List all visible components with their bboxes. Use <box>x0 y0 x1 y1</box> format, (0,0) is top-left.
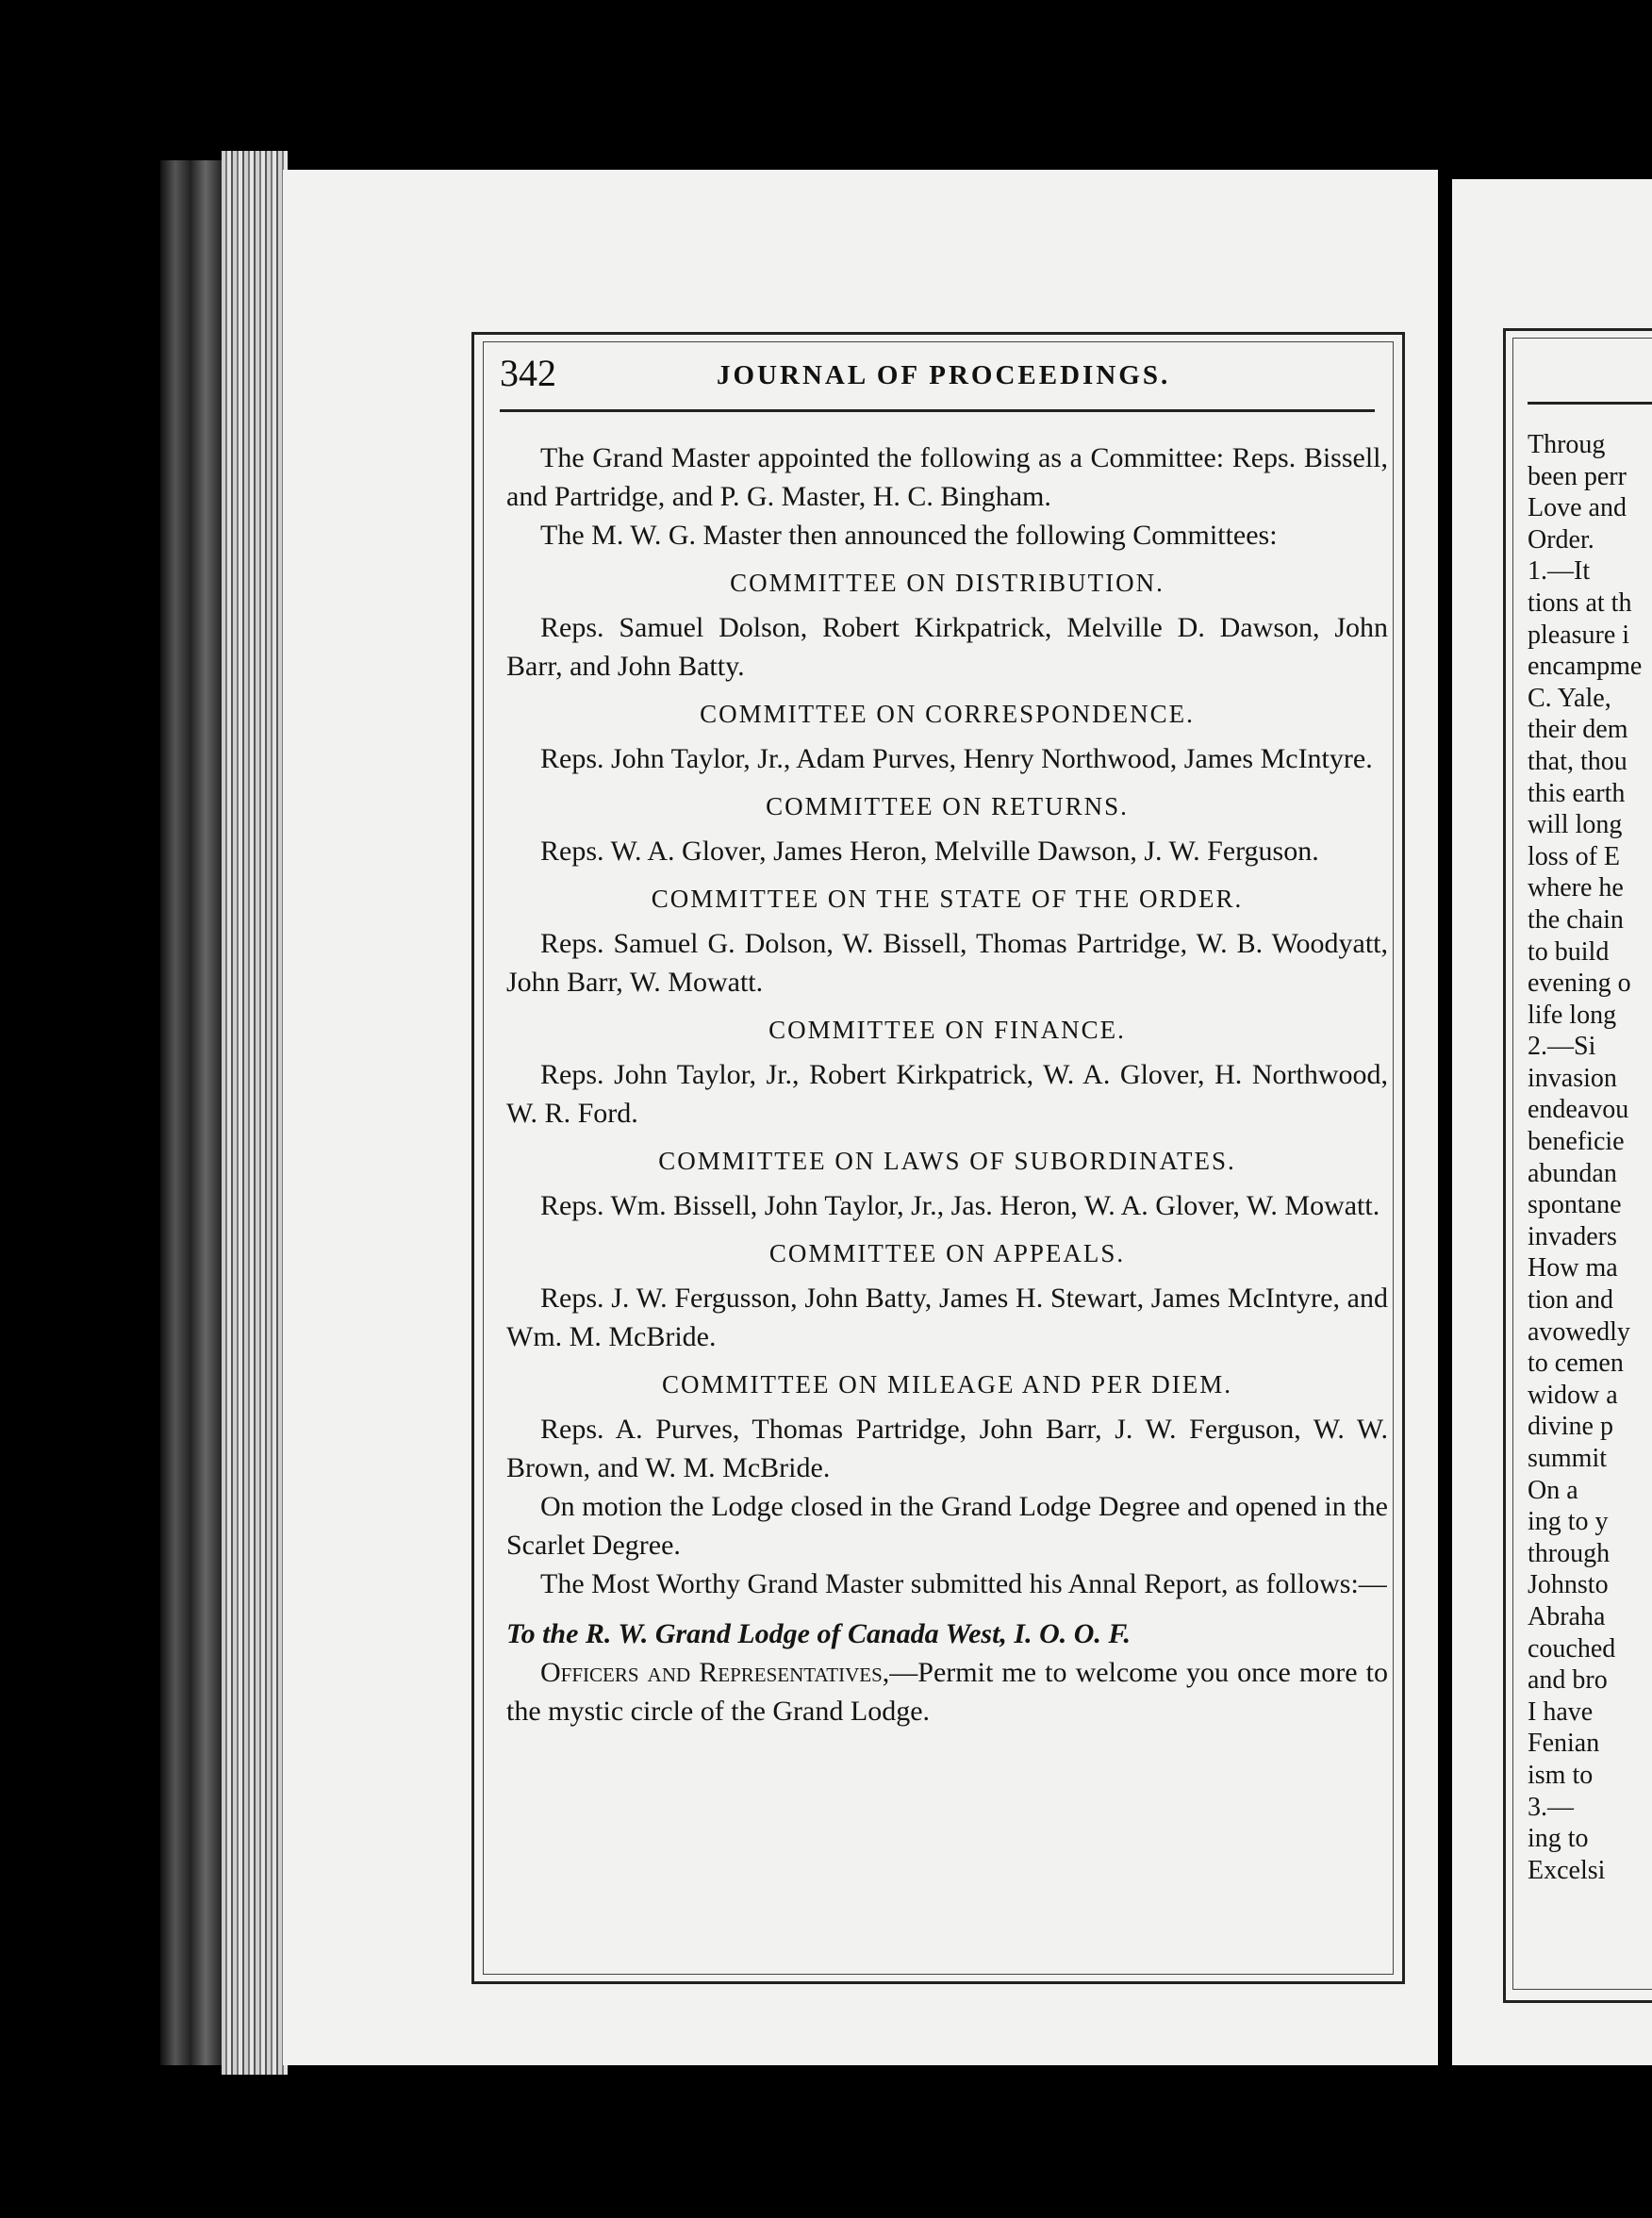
right-page-line: Love and <box>1528 493 1627 523</box>
right-page-line: Abraha <box>1528 1601 1606 1631</box>
right-page-line: avowedly <box>1528 1316 1630 1347</box>
address-text: —Permit me to welcome you once more to the mystic circle of the Grand Lodge. <box>506 1657 1388 1727</box>
right-page-line: loss of E <box>1528 841 1620 871</box>
right-page-line: widow a <box>1528 1380 1618 1410</box>
page-body <box>506 439 1388 1730</box>
page-stack <box>222 151 288 2075</box>
right-page-line: that, thou <box>1528 746 1627 776</box>
right-page-line: the chain <box>1528 904 1624 935</box>
committee-heading: COMMITTEE ON APPEALS. <box>768 1239 1126 1267</box>
right-header-rule <box>1528 402 1652 405</box>
committee-members: Reps. W. A. Glover, James Heron, Melville Dawson, J. W. Ferguson. <box>540 836 1319 867</box>
right-page-line: Excelsi <box>1528 1855 1606 1885</box>
right-page-line: evening o <box>1528 968 1631 999</box>
committee-heading: COMMITTEE ON THE STATE OF THE ORDER. <box>651 885 1244 913</box>
page-header <box>500 351 1377 407</box>
right-page-line: spontane <box>1528 1190 1622 1220</box>
right-page-line: Fenian <box>1528 1729 1600 1759</box>
right-page-line: tion and <box>1528 1285 1613 1316</box>
committee-members: Reps. John Taylor, Jr., Adam Purves, Henry Northwood, James McIntyre. <box>540 743 1373 774</box>
right-page-line: Order. <box>1528 524 1594 554</box>
right-page-line: summit <box>1528 1444 1608 1473</box>
committee-heading: COMMITTEE ON FINANCE. <box>768 1016 1126 1044</box>
header-rule <box>500 409 1375 412</box>
committee-members: Reps. Samuel G. Dolson, W. Bissell, Thomas Partridge, W. B. Woodyatt, John Barr, W. Mowatt. <box>506 928 1388 998</box>
right-page-line: will long <box>1528 810 1623 840</box>
right-page-line: How ma <box>1528 1253 1618 1283</box>
committee-members: Reps. Samuel Dolson, Robert Kirkpatrick, Melville D. Dawson, John Barr, and John Batty. <box>506 612 1388 682</box>
intro-paragraph: The Grand Master appointed the following as a Committee: Reps. Bissell, and Partridge, and P. G. Master, H. C. Bingham. <box>506 442 1388 512</box>
committee-heading: COMMITTEE ON CORRESPONDENCE. <box>700 700 1195 728</box>
right-page-line: to cemen <box>1528 1349 1624 1379</box>
right-page-line: On a <box>1528 1475 1578 1505</box>
gutter <box>1438 179 1452 2065</box>
page-number: 342 <box>500 352 556 394</box>
committee-members: Reps. Wm. Bissell, John Taylor, Jr., Jas. Heron, W. A. Glover, W. Mowatt. <box>540 1190 1380 1221</box>
salutation: To the R. W. Grand Lodge of Canada West, I. O. O. F. <box>506 1618 1132 1649</box>
right-page-line: tions at th <box>1528 588 1632 618</box>
right-page-line: 1.—It <box>1528 556 1591 587</box>
right-page-line: life long <box>1528 1000 1617 1030</box>
report-intro-paragraph: The Most Worthy Grand Master submitted his Annal Report, as follows:— <box>540 1568 1387 1599</box>
right-page-line: I have <box>1528 1697 1594 1727</box>
right-page-line: and bro <box>1528 1665 1608 1696</box>
right-page-line: abundan <box>1528 1158 1617 1188</box>
committee-heading: COMMITTEE ON MILEAGE AND PER DIEM. <box>662 1370 1232 1399</box>
motion-paragraph: On motion the Lodge closed in the Grand Lodge Degree and opened in the Scarlet Degree. <box>506 1491 1388 1561</box>
running-head: JOURNAL OF PROCEEDINGS. <box>717 360 1171 390</box>
address-lead: Officers and Representatives, <box>540 1657 890 1688</box>
right-page-line: pleasure i <box>1528 620 1630 650</box>
right-page-line: ism to <box>1528 1760 1594 1790</box>
right-page <box>1452 179 1652 2065</box>
right-page-line: couched <box>1528 1633 1616 1664</box>
right-page-line: been perr <box>1528 461 1627 491</box>
right-page-line: invasion <box>1528 1063 1617 1093</box>
right-page-line: endeavou <box>1528 1095 1629 1125</box>
right-page-line: divine p <box>1528 1412 1613 1442</box>
right-page-line: Throug <box>1528 430 1606 459</box>
right-page-text <box>1528 429 1652 1886</box>
right-page-line: their dem <box>1528 715 1628 745</box>
right-page-line: to build <box>1528 936 1610 967</box>
right-page-line: encampme <box>1528 652 1643 682</box>
announce-paragraph: The M. W. G. Master then announced the following Committees: <box>540 520 1278 551</box>
right-page-line: where he <box>1528 873 1624 903</box>
right-page-line: C. Yale, <box>1528 683 1611 713</box>
committee-heading: COMMITTEE ON LAWS OF SUBORDINATES. <box>658 1147 1236 1175</box>
committee-members: Reps. John Taylor, Jr., Robert Kirkpatrick, W. A. Glover, H. Northwood, W. R. Ford. <box>506 1059 1388 1129</box>
committee-members: Reps. J. W. Fergusson, John Batty, James H. Stewart, James McIntyre, and Wm. M. McBride. <box>506 1283 1388 1352</box>
right-page-line: beneficie <box>1528 1127 1625 1157</box>
committee-members: Reps. A. Purves, Thomas Partridge, John Barr, J. W. Ferguson, W. W. Brown, and W. M. McBride. <box>506 1414 1388 1483</box>
committee-heading: COMMITTEE ON DISTRIBUTION. <box>730 569 1165 597</box>
right-page-line: through <box>1528 1538 1611 1568</box>
address-paragraph <box>506 1653 1388 1730</box>
right-page-line: 2.—Si <box>1528 1032 1596 1062</box>
right-page-line: invaders <box>1528 1221 1617 1251</box>
right-page-line: ing to <box>1528 1824 1589 1854</box>
right-page-line: 3.— <box>1528 1792 1574 1822</box>
right-page-line: this earth <box>1528 778 1626 808</box>
right-page-line: Johnsto <box>1528 1570 1609 1600</box>
committee-heading: COMMITTEE ON RETURNS. <box>766 792 1129 820</box>
right-page-line: ing to y <box>1528 1507 1609 1537</box>
